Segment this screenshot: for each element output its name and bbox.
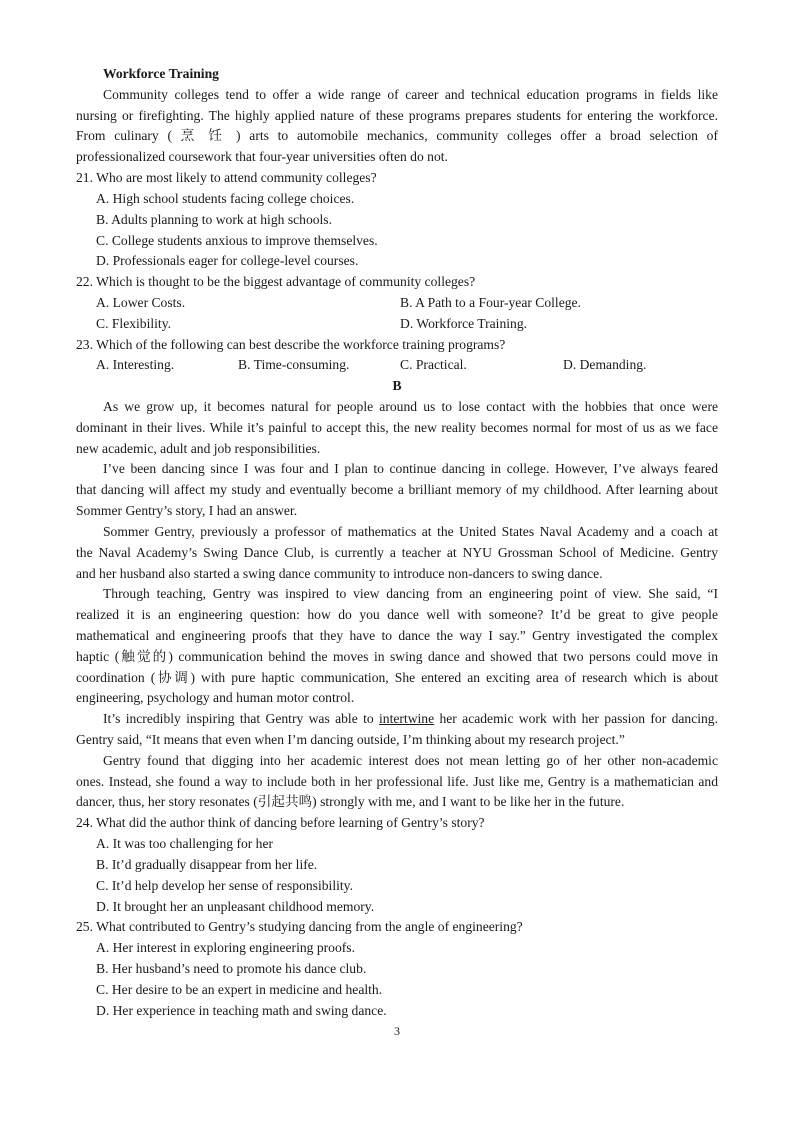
text-line: Through teaching, Gentry was inspired to view dancing from an engineering point of view. She said, “I: [103, 586, 718, 602]
text-line: [76, 709, 718, 730]
option-d: D. Professionals eager for college-level courses.: [96, 253, 359, 269]
text-line: haptic (触觉的) communication behind the moves in swing dance and showed that two persons could move in: [76, 648, 718, 664]
document-page: [76, 64, 718, 1021]
text-line: dominant in their lives. While it’s painful to accept this, the new reality becomes normal for most of us as we face: [76, 419, 718, 435]
text-line: mathematical and engineering proofs that they have to dance the way I say.” Gentry investigated the complex: [76, 627, 718, 643]
text-span: her academic work with her passion for dancing.: [439, 711, 718, 727]
text-line: dancer, thus, her story resonates (引起共鸣) strongly with me, and I want to be like her in the future.: [76, 794, 625, 810]
option-a: A. High school students facing college choices.: [96, 190, 355, 206]
question-stem: 24. What did the author think of dancing before learning of Gentry’s story?: [76, 815, 485, 831]
text-line: As we grow up, it becomes natural for people around us to lose contact with the hobbies that once were: [103, 399, 718, 414]
option-b: B. Adults planning to work at high schools.: [96, 211, 332, 227]
text-line: engineering, psychology and human motor control.: [76, 690, 355, 706]
text-line: I’ve been dancing since I was four and I plan to continue dancing in college. However, I’ve always feared: [103, 461, 718, 477]
question-stem: 21. Who are most likely to attend community colleges?: [76, 170, 377, 186]
text-line: that dancing will affect my study and eventually become a brilliant memory of my childhood. After learning about: [76, 482, 718, 498]
question-21: [76, 168, 718, 272]
text-span: It’s incredibly inspiring that Gentry was able to: [103, 711, 374, 727]
question-25: [76, 917, 718, 1021]
text-line: the Naval Academy’s Swing Dance Club, is currently a teacher at NYU Grossman School of Medicine. Gentry: [76, 544, 718, 560]
paragraph-2: [76, 459, 718, 521]
option-d: D. Demanding.: [563, 357, 647, 373]
option-d: D. Workforce Training.: [400, 315, 528, 331]
section-heading-b: B: [392, 378, 402, 394]
text-line: coordination (协调) with pure haptic communication, She entered an exciting area of research which is about: [76, 669, 718, 685]
question-stem: 25. What contributed to Gentry’s studying dancing from the angle of engineering?: [76, 919, 523, 935]
question-22: [76, 272, 718, 334]
option-b: B. It’d gradually disappear from her life.: [96, 856, 318, 872]
underlined-word: intertwine: [379, 711, 435, 727]
text-line: Community colleges tend to offer a wide range of career and technical education programs in fields like: [103, 86, 718, 102]
question-stem: 22. Which is thought to be the biggest advantage of community colleges?: [76, 274, 476, 290]
page-number: 3: [394, 1024, 400, 1038]
option-c: C. Flexibility.: [96, 315, 172, 331]
question-stem: 23. Which of the following can best describe the workforce training programs?: [76, 336, 506, 352]
text-line: Gentry said, “It means that even when I’m dancing outside, I’m thinking about my research project.”: [76, 732, 625, 747]
text-line: From culinary ( 烹 饪 ) arts to automobile mechanics, community colleges offer a broad selection of: [76, 128, 718, 144]
question-23: [76, 335, 718, 377]
text-line: realized it is an engineering question: how do you dance well with someone? It’d be great to give people: [76, 607, 718, 623]
text-line: nursing or firefighting. The highly applied nature of these programs prepares students for entering the workforce.: [76, 107, 718, 123]
text-line: Gentry found that digging into her academic interest does not mean letting go of her other non-academic: [103, 752, 718, 768]
question-24: [76, 813, 718, 917]
text-line: Sommer Gentry’s story, I had an answer.: [76, 503, 298, 519]
text-line: Sommer Gentry, previously a professor of mathematics at the United States Naval Academy and a coach at: [103, 523, 718, 539]
paragraph-1: [76, 397, 718, 459]
option-b: B. Time-consuming.: [238, 357, 350, 373]
text-line: new academic, adult and job responsibilities.: [76, 440, 321, 456]
option-d: D. Her experience in teaching math and swing dance.: [96, 1002, 387, 1018]
option-d: D. It brought her an unpleasant childhood memory.: [96, 898, 375, 914]
option-b: B. A Path to a Four-year College.: [400, 294, 581, 310]
paragraph-5: [76, 709, 718, 751]
text-line: ones. Instead, she found a way to include both in her professional life. Just like me, Gentry is a mathematician and: [76, 773, 718, 789]
paragraph-3: [76, 522, 718, 584]
text-line: professionalized coursework that four-year universities often do not.: [76, 149, 448, 165]
option-c: C. Her desire to be an expert in medicine and health.: [96, 981, 383, 997]
option-c: C. It’d help develop her sense of responsibility.: [96, 877, 353, 893]
option-c: C. College students anxious to improve themselves.: [96, 232, 378, 248]
text-line: and her husband also started a swing dance community to introduce non-dancers to swing dance.: [76, 565, 603, 581]
option-a: A. Interesting.: [96, 357, 175, 373]
paragraph-workforce: [76, 85, 718, 168]
section-heading-workforce: Workforce Training: [103, 66, 219, 81]
paragraph-6: [76, 751, 718, 813]
paragraph-4: [76, 584, 718, 709]
option-a: A. It was too challenging for her: [96, 836, 274, 852]
option-b: B. Her husband’s need to promote his dance club.: [96, 960, 367, 976]
option-c: C. Practical.: [400, 357, 467, 373]
option-a: A. Her interest in exploring engineering proofs.: [96, 940, 355, 956]
option-a: A. Lower Costs.: [96, 294, 186, 310]
